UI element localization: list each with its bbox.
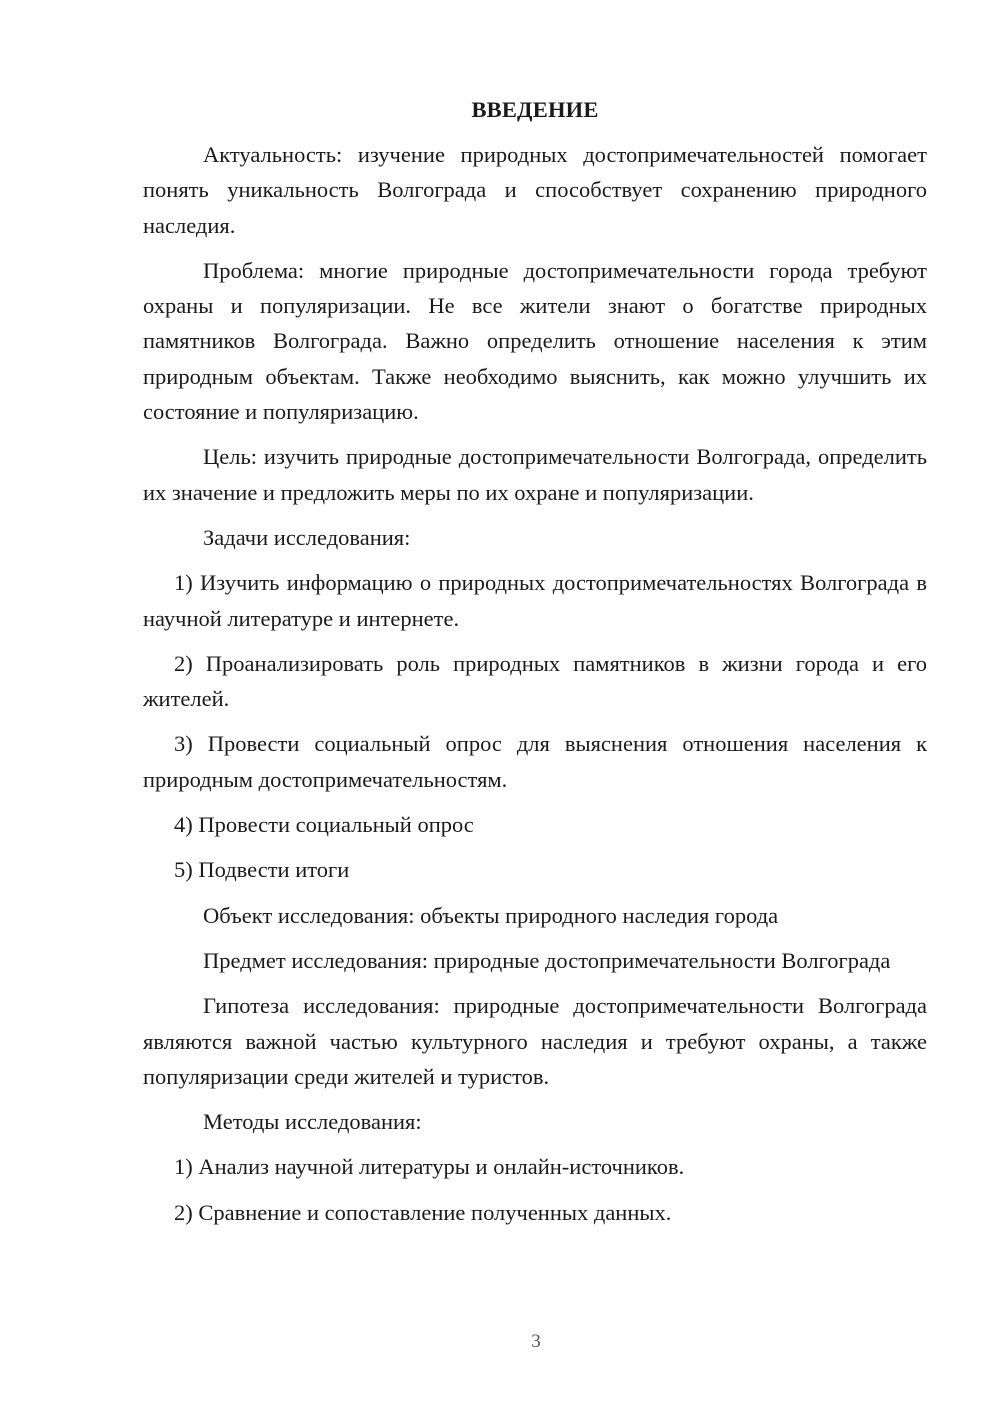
task-item-1: 1) Изучить информацию о природных достопримечательностях Волгограда в научной литературе и интернете.	[143, 570, 927, 631]
document-body	[143, 137, 927, 1230]
page-title: ВВЕДЕНИЕ	[471, 97, 599, 122]
task-item-3: 3) Провести социальный опрос для выяснения отношения населения к природным достопримечательностям.	[143, 731, 927, 792]
goal-paragraph: Цель: изучить природные достопримечательности Волгограда, определить их значение и предложить меры по их охране и популяризации.	[143, 444, 927, 505]
task-item-2: 2) Проанализировать роль природных памятников в жизни города и его жителей.	[143, 650, 927, 712]
relevance-paragraph: Актуальность: изучение природных достопримечательностей помогает понять уникальность Волгограда и способствует сохранению природного наследия.	[143, 142, 927, 238]
method-item-1: 1) Анализ научной литературы и онлайн-источников.	[174, 1154, 685, 1180]
object-paragraph: Объект исследования: объекты природного наследия города	[203, 902, 779, 928]
hypothesis-paragraph: Гипотеза исследования: природные достопримечательности Волгограда являются важной частью культурного наследия и требуют охраны, а также популяризации среди жителей и туристов.	[143, 993, 927, 1089]
method-item-2: 2) Сравнение и сопоставление полученных данных.	[174, 1199, 672, 1225]
problem-paragraph: Проблема: многие природные достопримечательности города требуют охраны и популяризации. Не все жители знают о богатстве природных памятников Волгограда. Важно определить отношение населения к этим природным объектам. Также необходимо выяснить, как можно улучшить их состояние и популяризацию.	[143, 257, 927, 425]
task-item-4: 4) Провести социальный опрос	[174, 812, 474, 838]
subject-paragraph: Предмет исследования: природные достопримечательности Волгограда	[203, 947, 891, 973]
tasks-heading: Задачи исследования:	[203, 524, 411, 550]
task-item-5: 5) Подвести итоги	[174, 857, 350, 883]
methods-heading: Методы исследования:	[203, 1109, 422, 1135]
page-number: 3	[531, 1331, 541, 1352]
document-page	[143, 92, 927, 1240]
